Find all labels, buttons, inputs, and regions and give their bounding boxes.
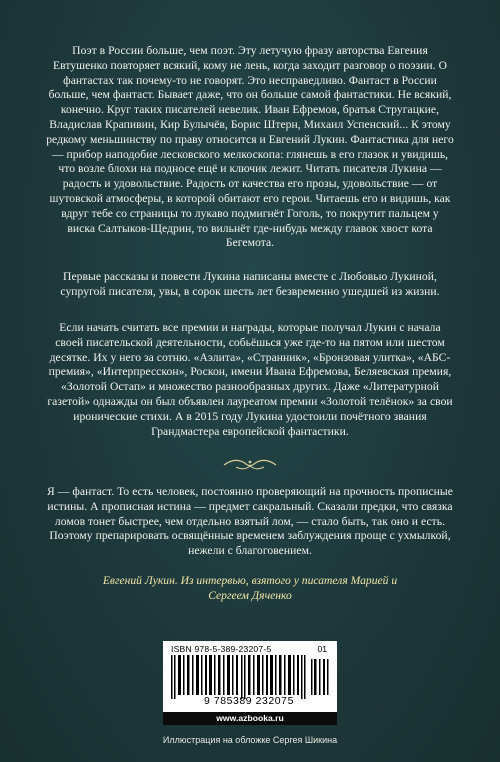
- isbn-addon: 01: [317, 644, 327, 654]
- annotation-paragraph-3: Если начать считать все премии и награды, которые получал Лукин с начала своей писательской деятельности, собьёшься уже где-то на пятом или шестом десятке. Их у него за сотню. «Аэлита», «Странник», «Бронзовая улитка», «АБС-премия», «Интерпресскон», Роскон, имени Ивана Ефремова, Беляевская премия, «Золотой Остап» и множество разнообразных других. Даже «Литературной газетой» однажды он был объявлен лауреатом премии «Золотой телёнок» за свои иронические стихи. А в 2015 году Лукина удостоили почётного звания Грандмастера европейской фантастики.: [47, 321, 453, 438]
- isbn-label: ISBN 978-5-389-23207-5: [171, 644, 272, 654]
- cover-illustration-credit: Иллюстрация на обложке Сергея Шикина: [162, 735, 338, 745]
- barcode-icon: [169, 655, 331, 699]
- annotation-paragraph-2: Первые рассказы и повести Лукина написаны вместе с Любовью Лукиной, супругой писателя, увы, в сорок шесть лет безвременно ушедшей из жизни.: [60, 270, 440, 298]
- author-quote: Я — фантаст. То есть человек, постоянно проверяющий на прочность прописные истины. А прописная истина — предмет сакральный. Сказали предки, что связка ломов тонет быстрее, чем отдельно взятый лом, — стало быть, так оно и есть. Поэтому препарировать освящённые временем заблуждения проще с ухмылкой, нежели с благоговением.: [47, 485, 453, 558]
- barcode-digits: 9 785389 232075: [204, 696, 294, 707]
- ornament-divider-icon: [222, 458, 278, 472]
- publisher-url[interactable]: www.azbooka.ru: [163, 712, 337, 725]
- barcode-block: [163, 641, 337, 725]
- quote-attribution: Евгений Лукин. Из интервью, взятого у писателя Марией и Сергеем Дяченко: [102, 574, 398, 602]
- annotation-paragraph-1: Поэт в России больше, чем поэт. Эту летучую фразу авторства Евгения Евтушенко повторяет всякий, кому не лень, когда заходит разговор о поэзии. О фантастах так почему-то не говорят. Это несправедливо. Фантаст в России больше, чем фантаст. Бывает даже, что он больше самой фантастики. Не всякий, конечно. Круг таких писателей невелик. Иван Ефремов, братья Стругацкие, Владислав Крапивин, Кир Булычёв, Борис Штерн, Михаил Успенский... К этому редкому меньшинству по праву относится и Евгений Лукин. Фантастика для него — прибор наподобие лесковского мелкоскопа: глянешь в его глазок и увидишь, что возле блохи на подносе ещё и ключик лежит. Читать писателя Лукина — радость и удовольствие. Радость от качества его прозы, удовольствие — от шутовской атмосферы, в которой обитают его герои. Читаешь его и видишь, как вдруг тебе со страницы то лукаво подмигнёт Гоголь, то покрутит пальцем у виска Салтыков-Щедрин, то вильнёт где-нибудь между главок хвост кота Бегемота.: [46, 44, 454, 250]
